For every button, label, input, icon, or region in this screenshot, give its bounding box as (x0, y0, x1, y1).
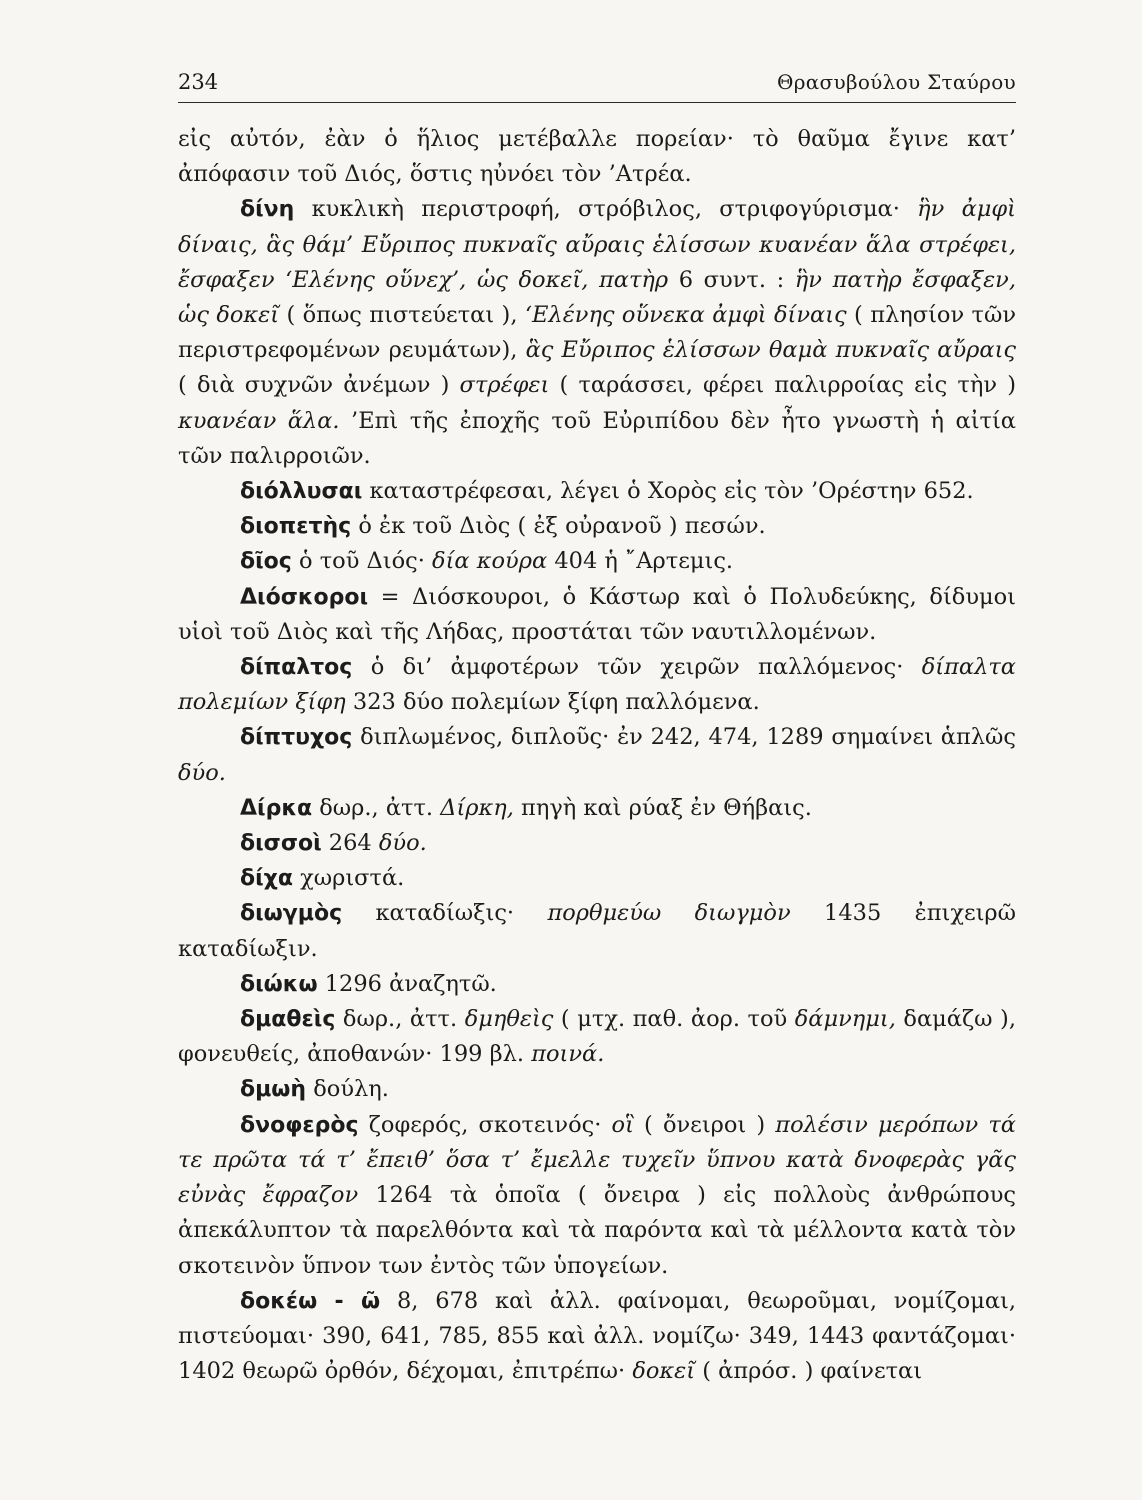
definition-text: χωριστά. (293, 865, 405, 892)
definition-text: καταδίωξις· (342, 900, 548, 927)
quotation: πορθμεύω διωγμὸν (547, 900, 791, 927)
quotation: κυανέαν ἅλα. (178, 407, 340, 434)
headword: δνοφερὸς (240, 1112, 359, 1138)
quotation: ἃς Εὔριπος ἑλίσσων θαμὰ πυκναῖς αὔραις (525, 337, 1016, 364)
definition-text: 8, 678 καὶ ἀλλ. φαίνομαι, θεωροῦμαι, νομίζομαι, πιστεύομαι· 390, 641, 785, 855 καὶ ἀλλ. νομίζω· 349, 1443 φαντάζομαι· 1402 θεωρῶ ὀρθόν, δέχομαι, ἐπιτρέπω· (178, 1287, 1017, 1385)
definition-text: 404 ἡ ῎Αρτεμις. (547, 548, 734, 575)
definition-text: 6 συντ. : (668, 266, 795, 293)
headword: Διόσκοροι (240, 584, 369, 610)
glossary-entry-dmatheis (178, 1002, 1016, 1072)
glossary-entry-diopetes (178, 509, 1016, 544)
definition-text: ( ὅπως πιστεύεται ), (279, 302, 525, 329)
quotation: δύο. (378, 830, 427, 857)
quotation: στρέφει (459, 372, 550, 399)
glossary-entry-dipaltos (178, 650, 1016, 720)
definition-text: ( μτχ. παθ. ἀορ. τοῦ (553, 1006, 795, 1033)
quotation: οἳ (611, 1111, 634, 1138)
quotation: δία κούρα (432, 548, 548, 575)
definition-text: 264 (321, 830, 379, 857)
headword: δισσοὶ (240, 831, 322, 857)
definition-text: διπλωμένος, διπλοῦς· ἐν 242, 474, 1289 σημαίνει ἁπλῶς (352, 724, 1016, 751)
glossary-entry-diptychos (178, 720, 1016, 790)
definition-text: ( ταράσσει, φέρει παλιρροίας εἰς τὴν ) (549, 372, 1016, 399)
headword: δίνη (240, 197, 295, 223)
glossary-body (178, 122, 1016, 1389)
definition-text: πηγὴ καὶ ρύαξ ἐν Θήβαις. (513, 794, 812, 821)
headword: δμωὴ (240, 1077, 307, 1103)
definition-text: ( διὰ συχνῶν ἀνέμων ) (178, 372, 460, 399)
quotation: δάμνημι, (794, 1006, 896, 1033)
definition-text: ζοφερός, σκοτεινός· (358, 1111, 612, 1138)
quotation: ἣν ἀμφὶ δίναις, ἃς θάμ’ Εὔριπος πυκναῖς αὔραις ἑλίσσων κυανέαν ἅλα στρέφει, ἔσφαξεν ‘Ελένης οὕνεχ’, ὡς δοκεῖ, πατὴρ (178, 196, 1016, 293)
definition-text: εἰς αὐτόν, ἐὰν ὁ ἥλιος μετέβαλλε πορείαν· τὸ θαῦμα ἔγινε κατ’ ἀπόφασιν τοῦ Διός, ὅστις ηὐνόει τὸν ’Ατρέα. (178, 126, 1016, 188)
definition-text: δούλη. (306, 1076, 389, 1103)
quotation: πολέσιν μερόπων τά τε πρῶτα τά τ’ ἔπειθ’ ὅσα τ’ ἔμελλε τυχεῖν ὕπνου κατὰ δνοφερὰς γᾶς εὐνὰς ἔφραζον (178, 1111, 1016, 1209)
headword: διωγμὸς (240, 901, 343, 927)
definition-text: ὁ ἐκ τοῦ Διὸς ( ἐξ οὐρανοῦ ) πεσών. (351, 513, 766, 540)
definition-text: δαμάζω ), φονευθείς, ἀποθανών· 199 βλ. (178, 1006, 1016, 1068)
definition-text: κυκλικὴ περιστροφή, στρόβιλος, στριφογύρισμα· (294, 196, 918, 223)
headword: διόλλυσαι (240, 479, 363, 505)
glossary-entry-dnopheros (178, 1108, 1016, 1284)
definition-text: καταστρέφεσαι, λέγει ὁ Χορὸς εἰς τὸν ’Ορέστην 652. (362, 478, 974, 505)
headword: διώκω (240, 971, 318, 997)
definition-text: 323 δύο πολεμίων ξίφη παλλόμενα. (345, 689, 760, 716)
definition-text: δωρ., ἀττ. (335, 1006, 465, 1033)
quotation: δίπαλτα πολεμίων ξίφη (178, 654, 1016, 716)
glossary-entry-dine (178, 192, 1016, 474)
headword: δίπτυχος (240, 725, 353, 751)
glossary-entry-dioskoroi (178, 580, 1016, 650)
glossary-entry-dirka (178, 791, 1016, 826)
glossary-entry-diollysai (178, 474, 1016, 509)
quotation: ‘Ελένης οὕνεκα ἀμφὶ δίναις (524, 302, 847, 329)
definition-text: δωρ., ἀττ. (312, 794, 441, 821)
glossary-entry-dicha (178, 861, 1016, 896)
quotation: δμηθεὶς (464, 1006, 554, 1033)
definition-text: ( ὄνειροι ) (633, 1111, 776, 1138)
definition-text: = Διόσκουροι, ὁ Κάστωρ καὶ ὁ Πολυδεύκης, δίδυμοι υἱοὶ τοῦ Διὸς καὶ τῆς Λήδας, προστάται τῶν ναυτιλλομένων. (178, 583, 1016, 645)
headword: δίπαλτος (240, 655, 353, 681)
quotation: δοκεῖ (632, 1358, 696, 1385)
headword: διοπετὴς (240, 514, 352, 540)
glossary-entry-dmoe (178, 1072, 1016, 1107)
glossary-entry-dioko (178, 967, 1016, 1002)
quotation: ποινά. (531, 1041, 605, 1068)
glossary-entry-dissoi (178, 826, 1016, 861)
running-title: Θρασυβούλου Σταύρου (777, 70, 1016, 94)
page-number: 234 (178, 70, 219, 94)
definition-text: 1296 ἀναζητῶ. (317, 970, 497, 997)
quotation: δύο. (178, 759, 226, 786)
quotation: Δίρκη, (440, 794, 514, 821)
definition-text: 1264 τὰ ὁποῖα ( ὄνειρα ) εἰς πολλοὺς ἀνθρώπους ἀπεκάλυπτον τὰ παρελθόντα καὶ τὰ παρόντα καὶ τὰ μέλλοντα κατὰ τὸν σκοτεινὸν ὕπνον των ἐντὸς τῶν ὑπογείων. (178, 1182, 1016, 1279)
definition-text: ὁ δι’ ἀμφοτέρων τῶν χειρῶν παλλόμενος· (352, 654, 922, 681)
glossary-entry-dios (178, 544, 1016, 579)
glossary-entry-dokeo (178, 1284, 1016, 1390)
headword: δίχα (240, 866, 293, 892)
headword: δῖος (240, 549, 292, 575)
definition-text: ’Επὶ τῆς ἐποχῆς τοῦ Εὐριπίδου δὲν ἦτο γνωστὴ ἡ αἰτία τῶν παλιρροιῶν. (178, 407, 1016, 469)
definition-text: 1435 ἐπιχειρῶ καταδίωξιν. (178, 900, 1017, 962)
continued-paragraph (178, 122, 1016, 192)
headword: δμαθεὶς (240, 1007, 336, 1033)
page-header (178, 70, 1016, 103)
glossary-entry-diogmos (178, 896, 1016, 966)
headword: δοκέω - ῶ (240, 1288, 381, 1314)
headword: Δίρκα (240, 795, 313, 821)
quotation: ἣν πατὴρ ἔσφαξεν, ὡς δοκεῖ (178, 266, 1016, 329)
definition-text: ὁ τοῦ Διός· (291, 548, 433, 575)
definition-text: ( ἀπρόσ. ) φαίνεται (695, 1358, 923, 1385)
definition-text: ( πλησίον τῶν περιστρεφομένων ρευμάτων), (178, 302, 1017, 364)
